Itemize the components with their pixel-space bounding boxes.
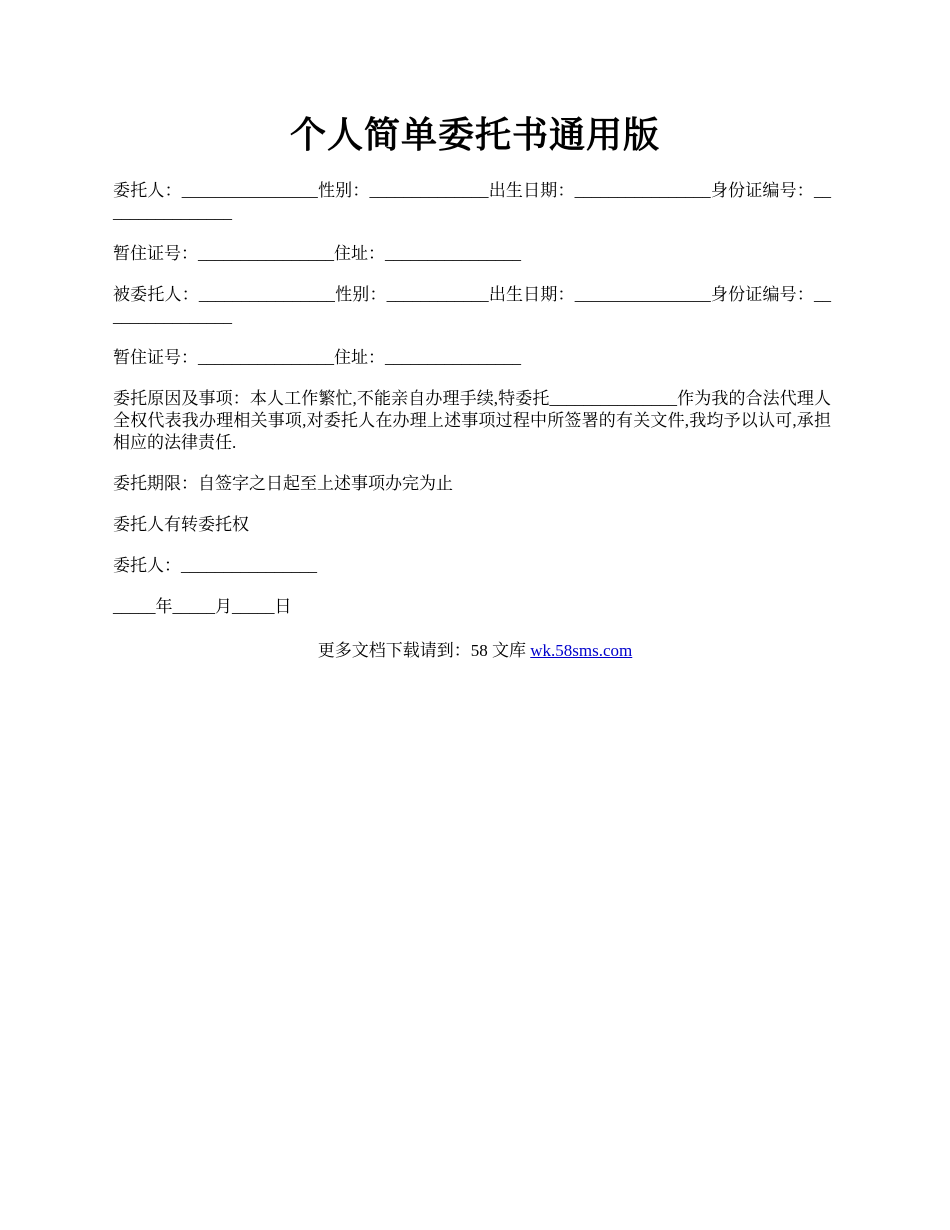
- principal-signature-line: 委托人：________________: [113, 556, 317, 575]
- principal-residence-line: 暂住证号：________________住址：________________: [113, 244, 521, 263]
- authorization-reason-paragraph: 委托原因及事项：本人工作繁忙,不能亲自办理手续,特委托_______________作为我的合法代理人全权代表我办理相关事项,对委托人在办理上述事项过程中所签署的有关文件,我均予以认可,承担相应的法律责任.: [113, 389, 831, 452]
- footer-text: 更多文档下载请到：58 文库: [317, 641, 531, 660]
- document-title: 个人简单委托书通用版: [289, 115, 660, 155]
- agent-residence-line: 暂住证号：________________住址：________________: [113, 348, 521, 367]
- authorization-period-line: 委托期限：自签字之日起至上述事项办完为止: [113, 474, 453, 493]
- agent-info-line: 被委托人：________________性别：____________出生日期：________________身份证编号：________________: [113, 285, 831, 326]
- footer: [0, 640, 950, 662]
- footer-link[interactable]: wk.58sms.com: [530, 641, 633, 660]
- principal-info-line: 委托人：________________性别：______________出生日期：________________身份证编号：________________: [113, 181, 831, 222]
- date-line: _____年_____月_____日: [113, 597, 292, 616]
- document-body: [113, 180, 831, 637]
- sub-delegation-line: 委托人有转委托权: [113, 515, 249, 534]
